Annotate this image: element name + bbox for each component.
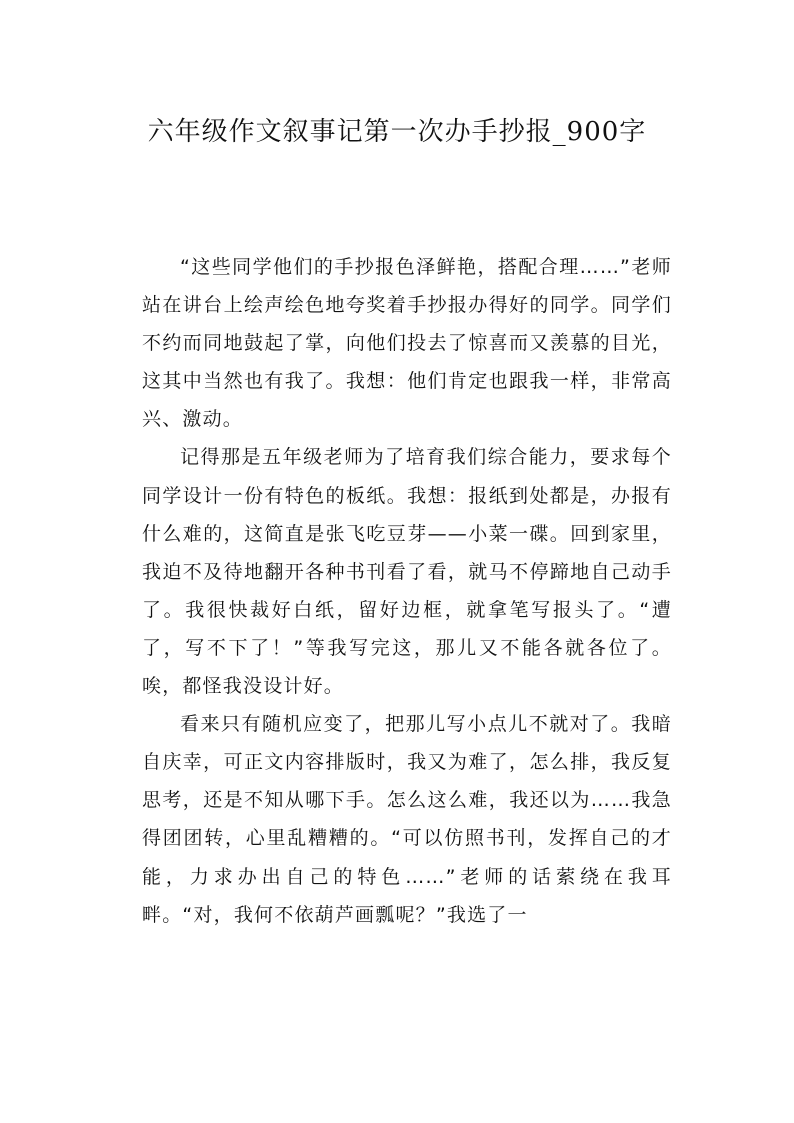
paragraph-3: 看来只有随机应变了，把那儿写小点儿不就对了。我暗自庆幸，可正文内容排版时，我又为难了，怎么排，我反复思考，还是不知从哪下手。怎么这么难，我还以为……我急得团团转，心里乱糟糟的。“可以仿照书刊，发挥自己的才能，力求办出自己的特色……”老师的话萦绕在我耳畔。“对，我何不依葫芦画瓢呢？”我选了一	[142, 713, 672, 926]
document-body	[142, 248, 672, 934]
paragraph-2: 记得那是五年级老师为了培育我们综合能力，要求每个同学设计一份有特色的板纸。我想：报纸到处都是，办报有什么难的，这简直是张飞吃豆芽——小菜一碟。回到家里，我迫不及待地翻开各种书刊看了看，就马不停蹄地自己动手了。我很快裁好白纸，留好边框，就拿笔写报头了。“遭了，写不下了！”等我写完这，那儿又不能各就各位了。唉，都怪我没设计好。	[142, 446, 672, 698]
document-title: 六年级作文叙事记第一次办手抄报_900字	[147, 117, 647, 147]
paragraph-1: “这些同学他们的手抄报色泽鲜艳，搭配合理……”老师站在讲台上绘声绘色地夸奖着手抄报办得好的同学。同学们不约而同地鼓起了掌，向他们投去了惊喜而又羡慕的目光，这其中当然也有我了。我想：他们肯定也跟我一样，非常高兴、激动。	[142, 256, 672, 431]
